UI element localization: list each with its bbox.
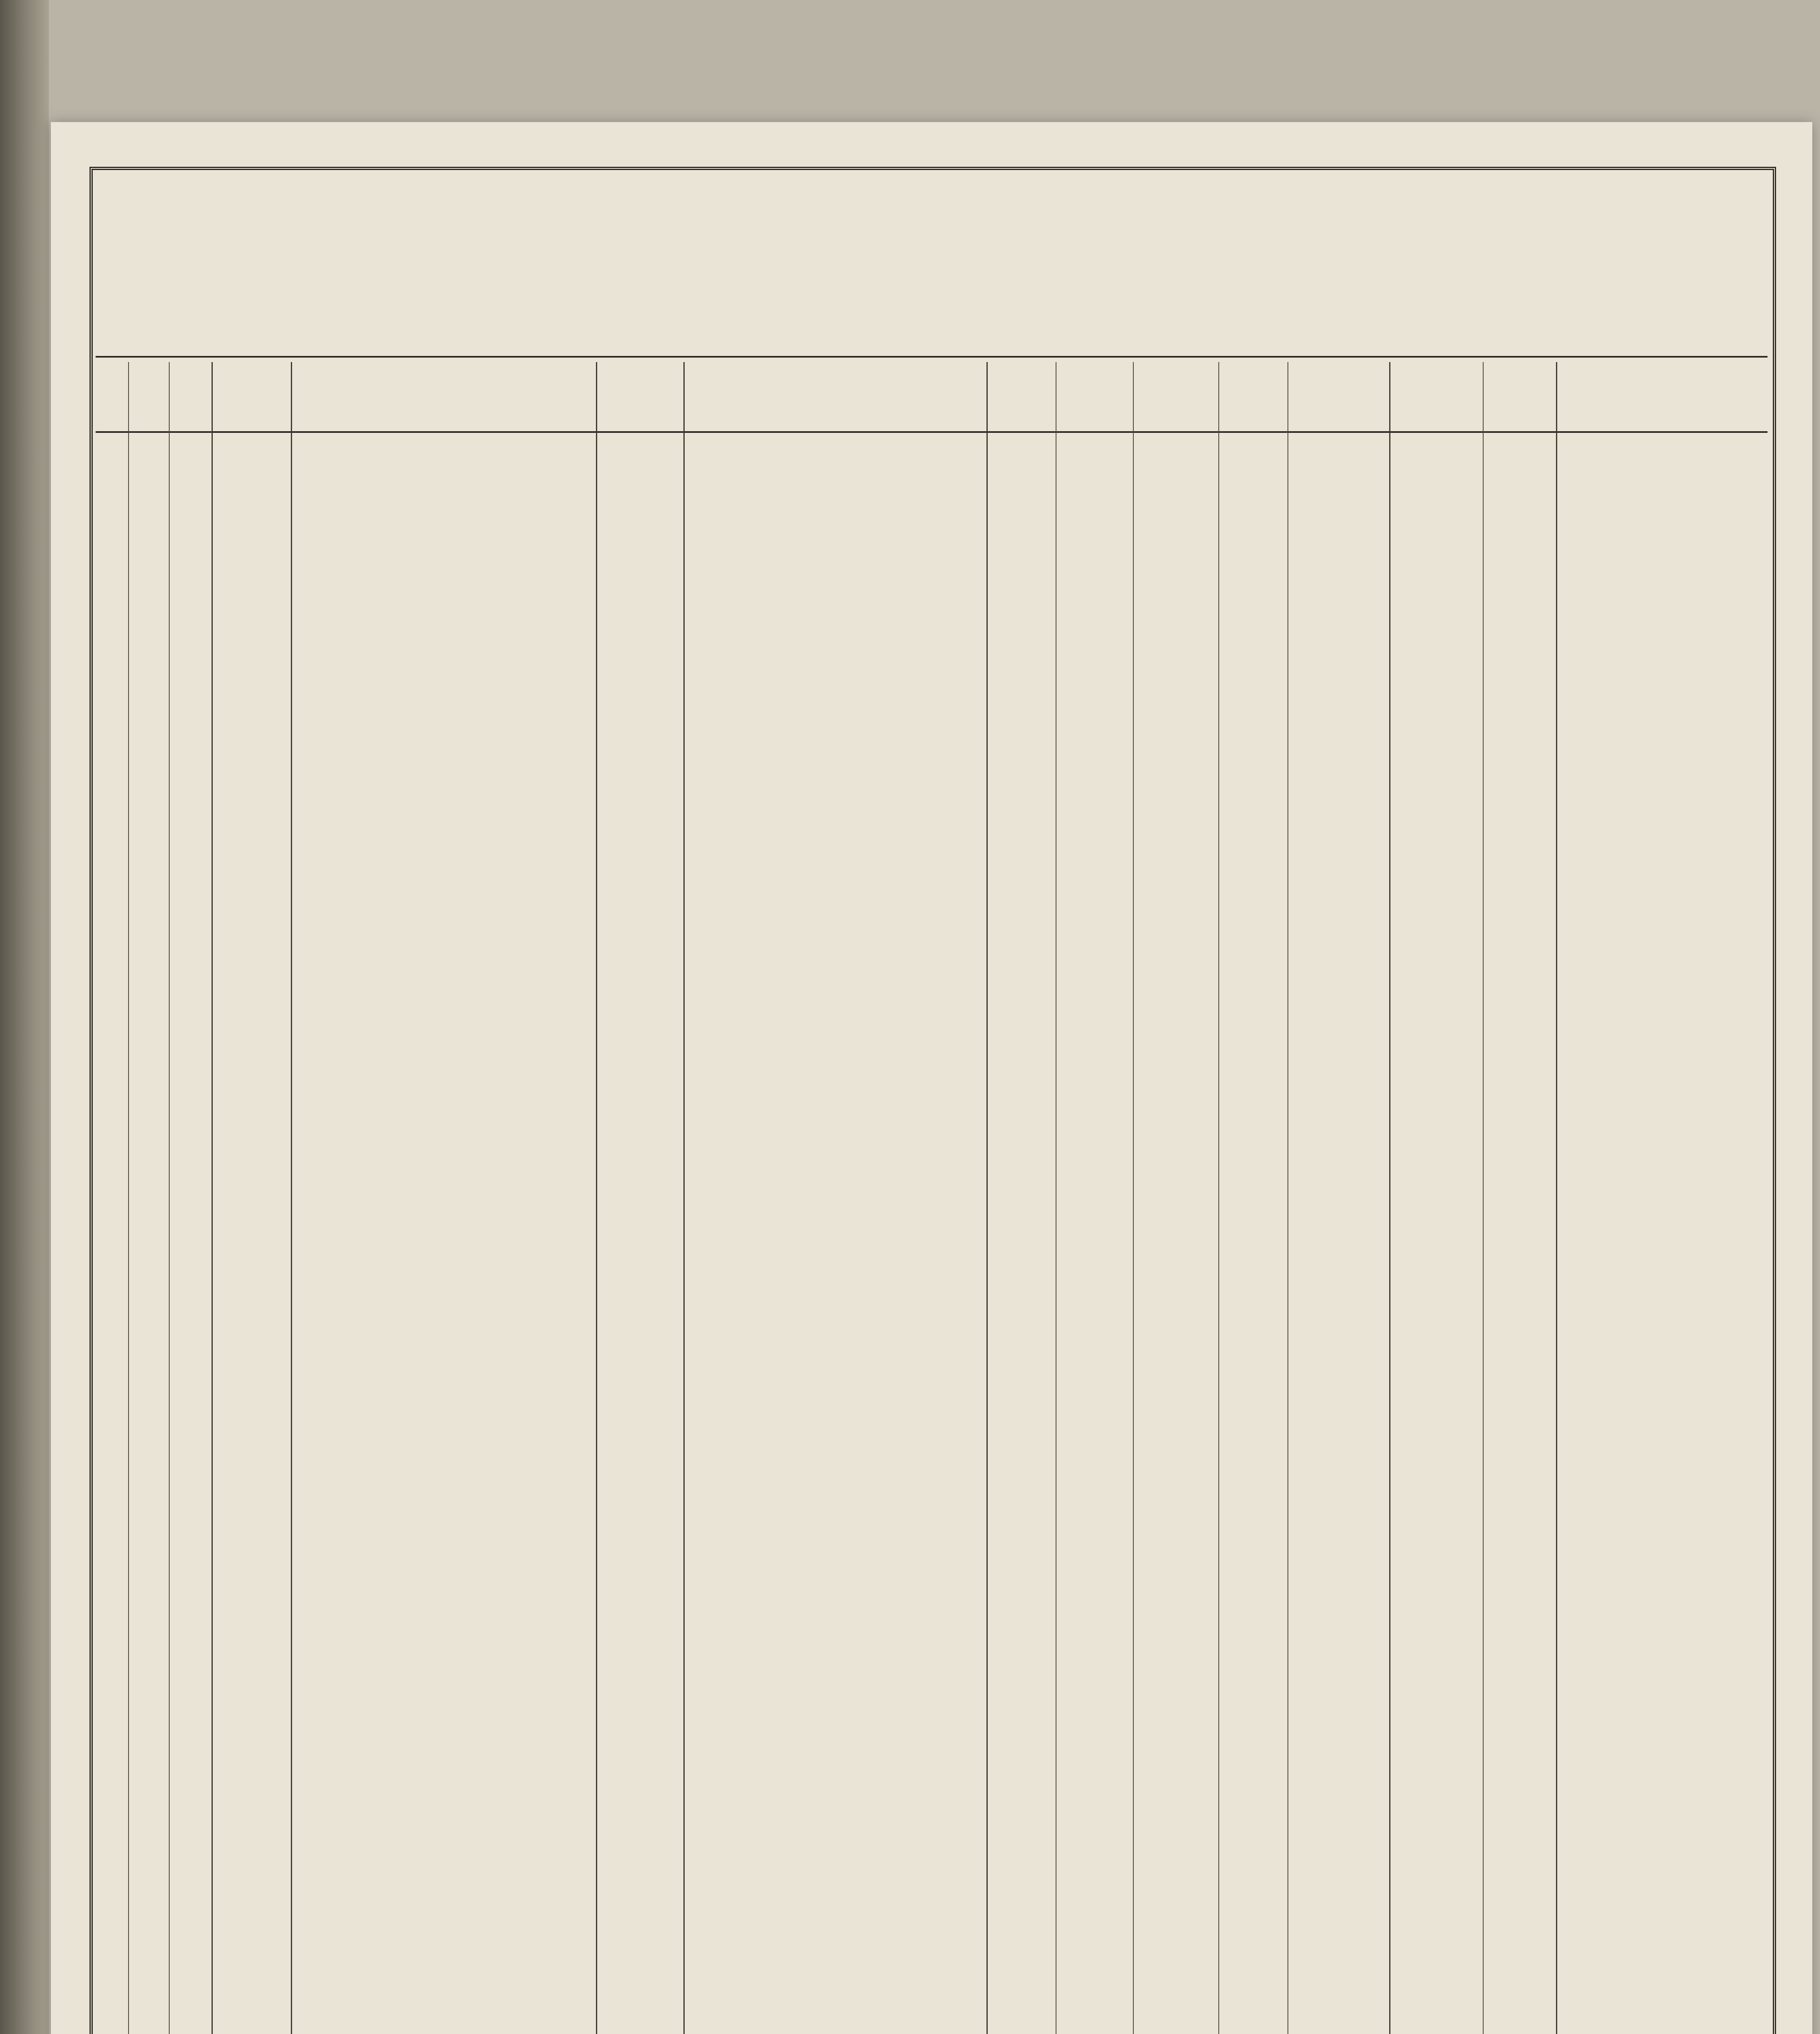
newspaper-page: [51, 122, 1812, 2034]
page-frame: [89, 167, 1776, 2034]
col-line: [128, 362, 129, 2034]
col-line: [291, 362, 292, 2034]
bourse-block: [1426, 203, 1751, 228]
col-line: [1133, 362, 1134, 2034]
col-line: [596, 362, 597, 2034]
col-line: [1218, 362, 1219, 2034]
col-line: [683, 362, 685, 2034]
book-binding: [0, 0, 49, 2034]
col-line: [986, 362, 988, 2034]
masthead: [417, 171, 1353, 172]
col-line: [212, 362, 213, 2034]
col-line: [1389, 362, 1390, 2034]
col-line: [1483, 362, 1484, 2034]
col-line: [1556, 362, 1557, 2034]
column-header-rule: [96, 431, 1768, 433]
header-rule: [96, 356, 1768, 358]
col-line: [169, 362, 170, 2034]
